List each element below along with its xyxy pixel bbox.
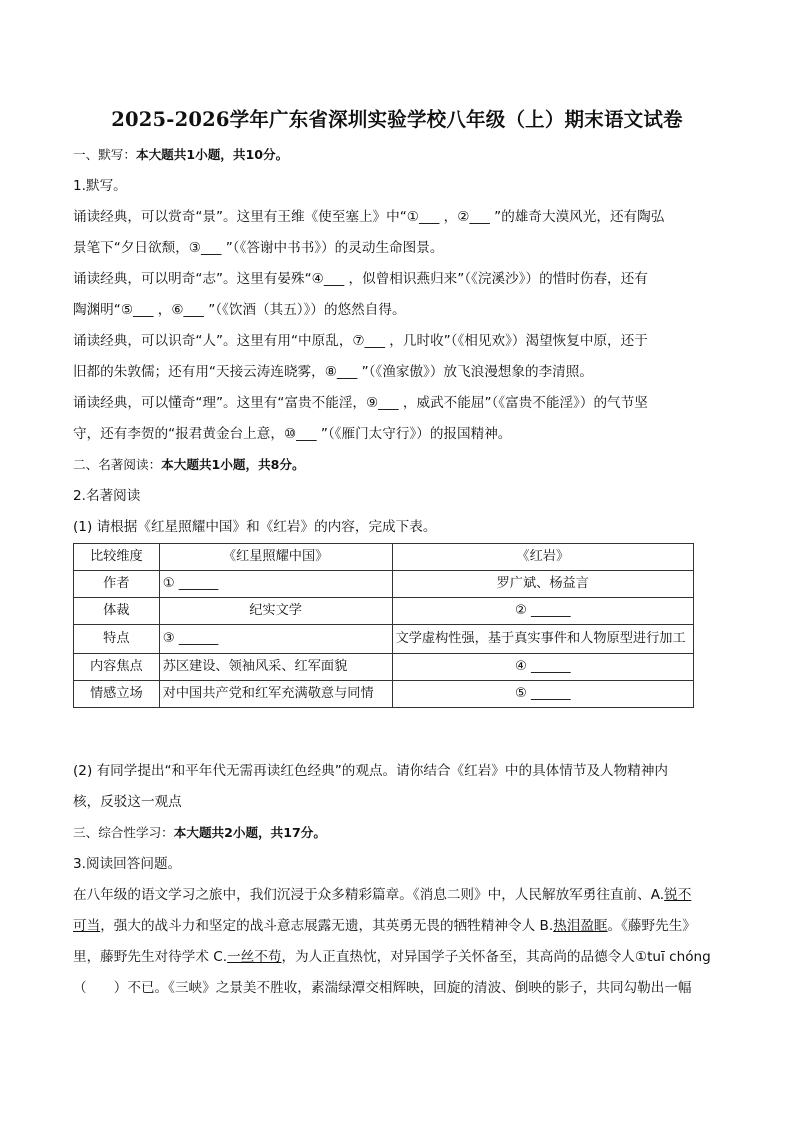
q1-line-8: 守，还有李贺的“报君黄金台上意，⑩___ ”（《雁门太守行》）的报国精神。 (73, 426, 512, 442)
table-cell: ③ ______ (159, 625, 392, 654)
section-1-info: 本大题共1小题，共10分。 (135, 147, 289, 162)
table-cell: 文学虚构性强，基于真实事件和人物原型进行加工 (392, 625, 693, 654)
q3-line-3-end: ，为人正直热忱，对异国学子关怀备至，其高尚的品德令人①tuī chóng (281, 949, 711, 965)
section-3-heading (73, 824, 723, 842)
section-3-info: 本大题共2小题，共17分。 (173, 825, 326, 840)
q3-line-1-text: 在八年级的语文学习之旅中，我们沉浸于众多精彩篇章。《消息二则》中，人民解放军勇往直前、A. (73, 887, 665, 903)
table-row (74, 571, 694, 598)
q3-line-3-text: 里，藤野先生对待学术 C. (73, 949, 228, 965)
q3-line-3 (73, 948, 723, 966)
q1-line-1: 诵读经典，可以赏奇“景”。这里有王维《使至塞上》中“①___ ，②___ ”的雄奇大漠风光，还有陶弘 (73, 209, 665, 225)
table-cell: 内容焦点 (74, 654, 160, 681)
section-1-heading (73, 146, 723, 164)
q3-term-c: 一丝不苟 (227, 949, 282, 965)
table-row (74, 654, 694, 681)
section-2-info: 本大题共1小题，共8分。 (161, 457, 305, 472)
table-header-cell: 《红星照耀中国》 (159, 544, 392, 571)
q1-line-3: 诵读经典，可以明奇“志”。这里有晏殊“④___ ，似曾相识燕归来”（《浣溪沙》）的惜时伤春，还有 (73, 271, 648, 287)
q3-term-b: 热泪盈眶 (553, 918, 608, 934)
table-row (74, 681, 694, 708)
table-cell: 体裁 (74, 598, 160, 625)
q3-line-2-text: ，强大的战斗力和坚定的战斗意志展露无遗，其英勇无畏的牺牲精神令人 B. (100, 918, 554, 934)
table-cell: 罗广斌、杨益言 (392, 571, 693, 598)
q3-term-a-part: 锐不 (664, 887, 692, 903)
table-cell: ② ______ (392, 598, 693, 625)
q2-sub1: (1) 请根据《红星照耀中国》和《红岩》的内容，完成下表。 (73, 519, 437, 535)
table-cell: 纪实文学 (159, 598, 392, 625)
table-cell: 情感立场 (74, 681, 160, 708)
q1-line-7: 诵读经典，可以懂奇“理”。这里有“富贵不能淫，⑨___ ，威武不能屈”（《富贵不能淫》）的气节坚 (73, 395, 648, 411)
q3-heading: 3.阅读回答问题。 (73, 856, 182, 872)
table-row (74, 625, 694, 654)
q1-line-6: 旧都的朱敦儒；还有用“天接云涛连晓雾，⑧___ ”（《渔家傲》）放飞浪漫想象的李清照。 (73, 364, 593, 380)
q1-line-5: 诵读经典，可以识奇“人”。这里有用“中原乱，⑦___ ，几时收”（《相见欢》）渴望恢复中原，还于 (73, 333, 648, 349)
q2-sub2-line-2: 核，反驳这一观点 (73, 794, 182, 810)
q1-line-4: 陶渊明“⑤___ ，⑥___ ”（《饮酒（其五）》）的悠然自得。 (73, 302, 406, 318)
table-cell: ① ______ (159, 571, 392, 598)
section-1-label: 一、默写： (73, 147, 136, 162)
q1-heading: 1.默写。 (73, 178, 127, 194)
table-cell: 苏区建设、领袖风采、红军面貌 (159, 654, 392, 681)
q3-line-4: （ ）不已。《三峡》之景美不胜收，素湍绿潭交相辉映，回旋的清波、倒映的影子，共同勾勒出一幅 (73, 980, 692, 996)
section-2-heading (73, 456, 723, 474)
q2-heading: 2.名著阅读 (73, 488, 141, 504)
q3-line-2-end: 。《藤野先生》 (607, 918, 696, 934)
q3-line-1 (73, 886, 723, 904)
table-cell: 对中国共产党和红军充满敬意与同情 (159, 681, 392, 708)
q1-line-2: 景笔下“夕日欲颓，③___ ”（《答谢中书书》）的灵动生命图景。 (73, 240, 444, 256)
table-cell: ④ ______ (392, 654, 693, 681)
exam-title: 2025-2026学年广东省深圳实验学校八年级（上）期末语文试卷 (111, 108, 683, 131)
q3-term-a-rest: 可当 (73, 918, 101, 934)
section-3-label: 三、综合性学习： (73, 825, 174, 840)
table-row (74, 598, 694, 625)
table-cell: 特点 (74, 625, 160, 654)
table-header-row (74, 544, 694, 571)
q3-line-2 (73, 917, 723, 935)
comparison-table (73, 543, 694, 708)
table-cell: ⑤ ______ (392, 681, 693, 708)
table-header-cell: 《红岩》 (392, 544, 693, 571)
section-2-label: 二、名著阅读： (73, 457, 162, 472)
table-header-cell: 比较维度 (74, 544, 160, 571)
q2-sub2-line-1: (2) 有同学提出“和平年代无需再读红色经典”的观点。请你结合《红岩》中的具体情节及人物精神内 (73, 763, 669, 779)
table-cell: 作者 (74, 571, 160, 598)
